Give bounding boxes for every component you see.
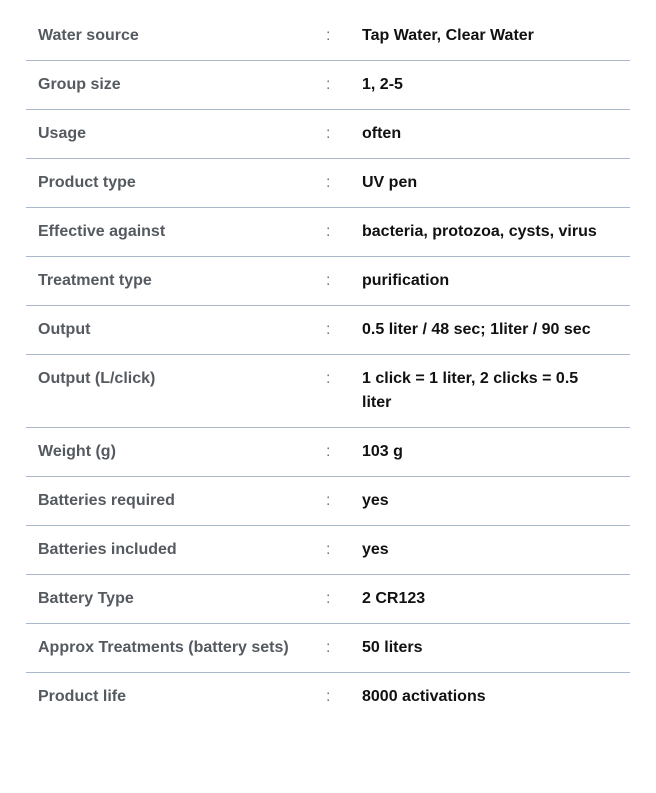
spec-row-batteries-required (26, 477, 630, 526)
spec-label: Batteries required (38, 492, 175, 509)
spec-separator: : (326, 27, 331, 44)
spec-row-output-per-click (26, 355, 630, 428)
spec-value: 0.5 liter / 48 sec; 1liter / 90 sec (362, 321, 591, 338)
spec-row-group-size (26, 61, 630, 110)
spec-separator: : (326, 321, 331, 338)
spec-label: Battery Type (38, 590, 134, 607)
spec-label: Product life (38, 688, 127, 705)
spec-separator: : (326, 272, 331, 289)
spec-row-water-source (26, 12, 630, 61)
spec-label: Output (38, 321, 91, 338)
spec-value: UV pen (362, 174, 418, 191)
spec-separator: : (326, 370, 331, 387)
spec-separator: : (326, 174, 331, 191)
spec-label: Approx Treatments (battery sets) (38, 639, 289, 656)
spec-separator: : (326, 541, 331, 558)
spec-value: Tap Water, Clear Water (362, 27, 534, 44)
spec-row-approx-treatments (26, 624, 630, 673)
spec-row-output (26, 306, 630, 355)
spec-separator: : (326, 639, 331, 656)
spec-row-effective-against (26, 208, 630, 257)
spec-label: Output (L/click) (38, 370, 156, 387)
spec-value: 103 g (362, 443, 403, 460)
spec-value: 50 liters (362, 639, 423, 656)
spec-row-treatment-type (26, 257, 630, 306)
spec-value: yes (362, 541, 389, 558)
spec-row-battery-type (26, 575, 630, 624)
spec-row-product-type (26, 159, 630, 208)
spec-value: purification (362, 272, 450, 289)
spec-separator: : (326, 443, 331, 460)
spec-value: 8000 activations (362, 688, 486, 705)
spec-separator: : (326, 76, 331, 93)
spec-label: Usage (38, 125, 87, 142)
spec-value: 1 click = 1 liter, 2 clicks = 0.5 liter (362, 370, 579, 411)
specification-table (26, 12, 630, 721)
spec-label: Product type (38, 174, 136, 191)
spec-value: 2 CR123 (362, 590, 426, 607)
spec-value: often (362, 125, 402, 142)
spec-row-batteries-included (26, 526, 630, 575)
spec-separator: : (326, 492, 331, 509)
spec-separator: : (326, 223, 331, 240)
spec-label: Batteries included (38, 541, 177, 558)
spec-row-product-life (26, 673, 630, 722)
spec-row-usage (26, 110, 630, 159)
spec-label: Group size (38, 76, 121, 93)
spec-label: Effective against (38, 223, 166, 240)
spec-value: bacteria, protozoa, cysts, virus (362, 223, 597, 240)
spec-value: yes (362, 492, 389, 509)
spec-label: Water source (38, 27, 139, 44)
spec-label: Treatment type (38, 272, 152, 289)
spec-value: 1, 2-5 (362, 76, 403, 93)
spec-separator: : (326, 125, 331, 142)
spec-row-weight (26, 428, 630, 477)
spec-separator: : (326, 688, 331, 705)
spec-label: Weight (g) (38, 443, 116, 460)
spec-separator: : (326, 590, 331, 607)
